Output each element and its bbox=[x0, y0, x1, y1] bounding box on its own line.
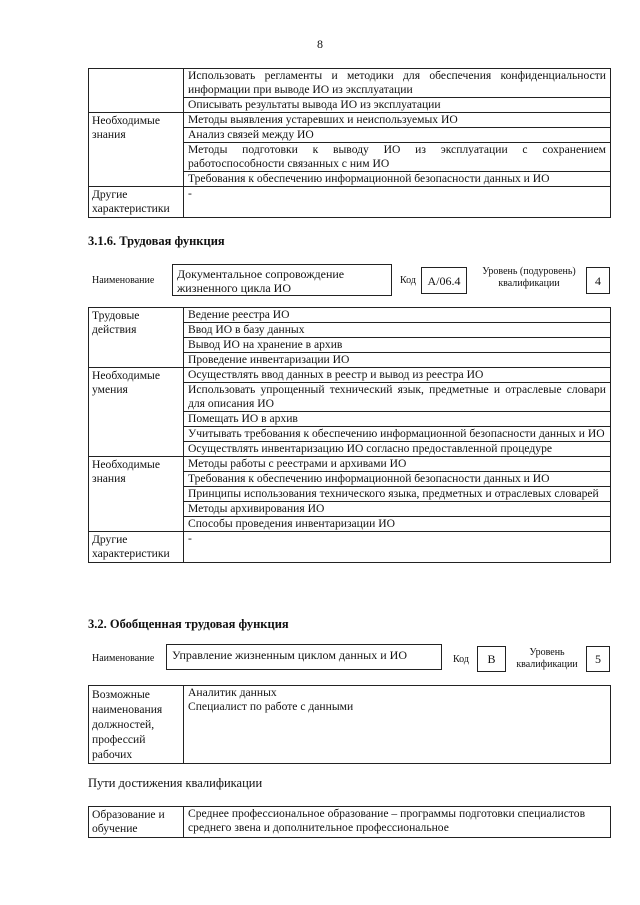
table-cell bbox=[184, 686, 611, 764]
table-row bbox=[89, 807, 611, 838]
code-value-box: A/06.4 bbox=[421, 267, 467, 294]
table-cell: Помещать ИО в архив bbox=[184, 412, 611, 427]
table-labor-function bbox=[88, 307, 611, 563]
table-cell: Методы подготовки к выводу ИО из эксплуатации с сохранением работоспособности связанных с ним ИО bbox=[184, 143, 611, 172]
table-row bbox=[89, 113, 611, 128]
table-cell: Принципы использования технического языка, предметных и отраслевых словарей bbox=[184, 487, 611, 502]
row-label: Другие характеристики bbox=[89, 187, 184, 218]
table-cell: Методы архивирования ИО bbox=[184, 502, 611, 517]
table-row bbox=[89, 686, 611, 764]
table-cell: Требования к обеспечению информационной безопасности данных и ИО bbox=[184, 172, 611, 187]
table-cell: Описывать результаты вывода ИО из эксплуатации bbox=[184, 98, 611, 113]
level-value-box: 4 bbox=[586, 267, 610, 294]
section-heading: 3.1.6. Трудовая функция bbox=[88, 234, 225, 248]
name-label: Наименование bbox=[92, 653, 155, 664]
table-cell: Анализ связей между ИО bbox=[184, 128, 611, 143]
row-label: Необходимые знания bbox=[89, 457, 184, 532]
row-label: Необходимые знания bbox=[89, 113, 184, 187]
section-heading: 3.2. Обобщенная трудовая функция bbox=[88, 617, 289, 631]
table-cell: Методы выявления устаревших и неиспользуемых ИО bbox=[184, 113, 611, 128]
code-label: Код bbox=[453, 654, 469, 665]
table-cell: Вывод ИО на хранение в архив bbox=[184, 338, 611, 353]
paths-heading: Пути достижения квалификации bbox=[88, 776, 263, 790]
position-item: Специалист по работе с данными bbox=[188, 700, 354, 713]
table-row bbox=[89, 457, 611, 472]
table-cell: Использовать упрощенный технический язык, предметные и отраслевые словари для описания ИО bbox=[184, 383, 611, 412]
table-cell: Осуществлять инвентаризацию ИО согласно предоставленной процедуре bbox=[184, 442, 611, 457]
row-label: Трудовые действия bbox=[89, 308, 184, 368]
row-label: Необходимые умения bbox=[89, 368, 184, 457]
name-value-box: Управление жизненным циклом данных и ИО bbox=[166, 644, 442, 670]
name-label: Наименование bbox=[92, 275, 155, 286]
table-cell: Проведение инвентаризации ИО bbox=[184, 353, 611, 368]
table-cell: Осуществлять ввод данных в реестр и вывод из реестра ИО bbox=[184, 368, 611, 383]
table-row bbox=[89, 368, 611, 383]
table-cell: Способы проведения инвентаризации ИО bbox=[184, 517, 611, 532]
empty-label-cell bbox=[89, 69, 184, 113]
code-value-box: B bbox=[477, 646, 506, 672]
row-label: Другие характеристики bbox=[89, 532, 184, 563]
table-row bbox=[89, 532, 611, 563]
table-education bbox=[88, 806, 611, 838]
table-cell: - bbox=[184, 532, 611, 563]
code-label: Код bbox=[400, 275, 416, 286]
level-label: Уровень квалификации bbox=[516, 647, 578, 670]
table-cell: Требования к обеспечению информационной безопасности данных и ИО bbox=[184, 472, 611, 487]
table-row bbox=[89, 308, 611, 323]
position-item: Аналитик данных bbox=[188, 686, 277, 699]
table-cell: Учитывать требования к обеспечению информационной безопасности данных и ИО bbox=[184, 427, 611, 442]
level-value-box: 5 bbox=[586, 646, 610, 672]
table-positions bbox=[88, 685, 611, 764]
table-cell: Использовать регламенты и методики для обеспечения конфиденциальности информации при выводе ИО из эксплуатации bbox=[184, 69, 611, 98]
row-label: Образование и обучение bbox=[89, 807, 184, 838]
row-label: Возможные наименования должностей, профессий рабочих bbox=[89, 686, 184, 764]
table-cell: Среднее профессиональное образование – программы подготовки специалистов среднего звена и дополнительное профессиональное bbox=[184, 807, 611, 838]
name-value-box: Документальное сопровождение жизненного цикла ИО bbox=[172, 264, 392, 296]
level-label: Уровень (подуровень) квалификации bbox=[482, 266, 576, 289]
table-cell: Ввод ИО в базу данных bbox=[184, 323, 611, 338]
page-number: 8 bbox=[317, 37, 323, 51]
table-cell: - bbox=[184, 187, 611, 218]
table-row bbox=[89, 69, 611, 98]
table-continuation bbox=[88, 68, 611, 218]
table-row bbox=[89, 187, 611, 218]
table-cell: Ведение реестра ИО bbox=[184, 308, 611, 323]
table-cell: Методы работы с реестрами и архивами ИО bbox=[184, 457, 611, 472]
